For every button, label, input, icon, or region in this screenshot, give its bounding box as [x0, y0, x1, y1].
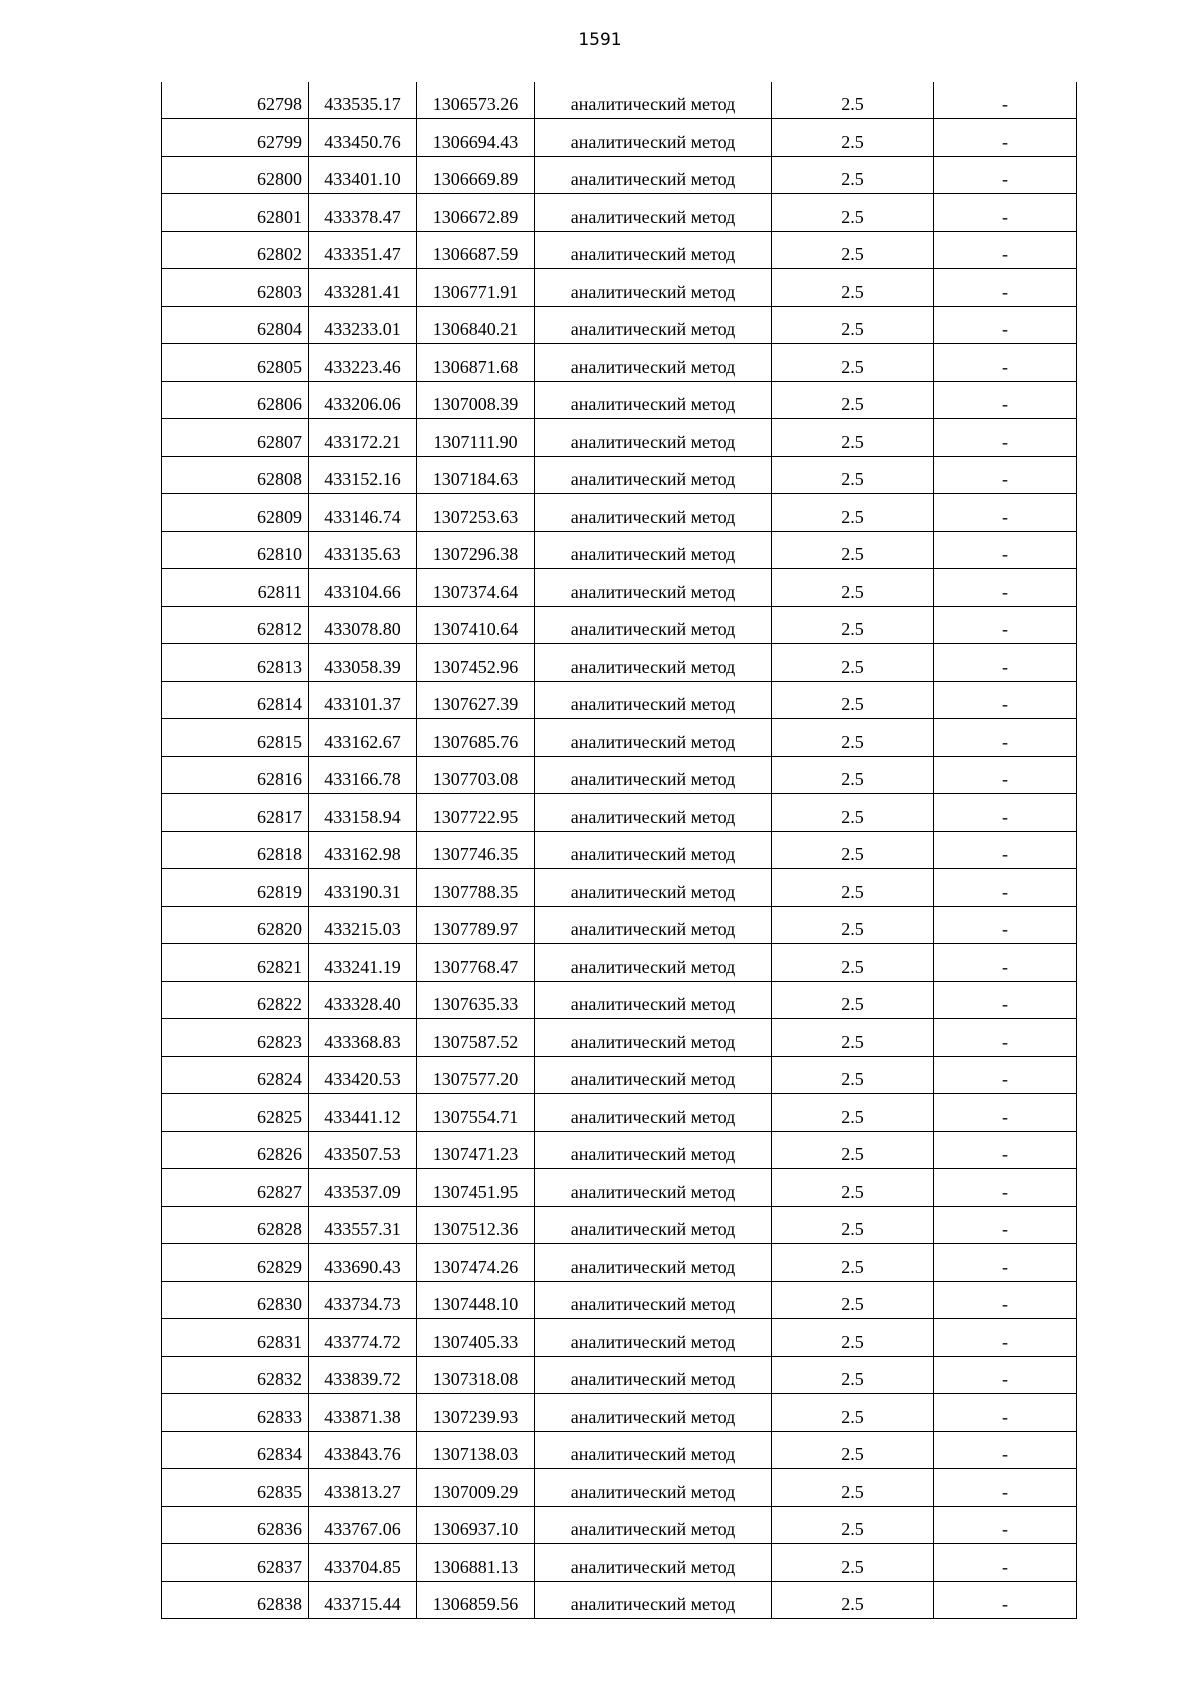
method-cell: аналитический метод: [535, 1019, 772, 1057]
point-number-cell: 62804: [162, 306, 309, 344]
method-cell: аналитический метод: [535, 831, 772, 869]
method-cell: аналитический метод: [535, 306, 772, 344]
x-coordinate-cell: 433813.27: [309, 1469, 417, 1507]
description-cell: -: [934, 906, 1077, 944]
accuracy-cell: 2.5: [772, 231, 934, 269]
accuracy-cell: 2.5: [772, 681, 934, 719]
description-cell: -: [934, 381, 1077, 419]
table-row: [162, 756, 1077, 794]
method-cell: аналитический метод: [535, 1169, 772, 1207]
accuracy-cell: 2.5: [772, 1056, 934, 1094]
description-cell: -: [934, 681, 1077, 719]
table-row: [162, 794, 1077, 832]
description-cell: -: [934, 644, 1077, 682]
y-coordinate-cell: 1306573.26: [417, 82, 535, 119]
accuracy-cell: 2.5: [772, 156, 934, 194]
x-coordinate-cell: 433734.73: [309, 1281, 417, 1319]
x-coordinate-cell: 433507.53: [309, 1131, 417, 1169]
y-coordinate-cell: 1307635.33: [417, 981, 535, 1019]
x-coordinate-cell: 433378.47: [309, 194, 417, 232]
description-cell: -: [934, 756, 1077, 794]
description-cell: -: [934, 719, 1077, 757]
accuracy-cell: 2.5: [772, 1506, 934, 1544]
x-coordinate-cell: 433101.37: [309, 681, 417, 719]
y-coordinate-cell: 1307318.08: [417, 1356, 535, 1394]
description-cell: -: [934, 344, 1077, 382]
description-cell: -: [934, 1544, 1077, 1582]
description-cell: -: [934, 194, 1077, 232]
table-row: [162, 981, 1077, 1019]
point-number-cell: 62828: [162, 1206, 309, 1244]
y-coordinate-cell: 1307722.95: [417, 794, 535, 832]
table-row: [162, 156, 1077, 194]
x-coordinate-cell: 433351.47: [309, 231, 417, 269]
table-row: [162, 644, 1077, 682]
table-row: [162, 681, 1077, 719]
x-coordinate-cell: 433557.31: [309, 1206, 417, 1244]
accuracy-cell: 2.5: [772, 194, 934, 232]
accuracy-cell: 2.5: [772, 119, 934, 157]
table-row: [162, 231, 1077, 269]
method-cell: аналитический метод: [535, 794, 772, 832]
description-cell: -: [934, 119, 1077, 157]
description-cell: -: [934, 1356, 1077, 1394]
accuracy-cell: 2.5: [772, 1131, 934, 1169]
point-number-cell: 62834: [162, 1431, 309, 1469]
y-coordinate-cell: 1307410.64: [417, 606, 535, 644]
y-coordinate-cell: 1307374.64: [417, 569, 535, 607]
table-row: [162, 1244, 1077, 1282]
y-coordinate-cell: 1307788.35: [417, 869, 535, 907]
point-number-cell: 62836: [162, 1506, 309, 1544]
y-coordinate-cell: 1307448.10: [417, 1281, 535, 1319]
description-cell: -: [934, 269, 1077, 307]
point-number-cell: 62820: [162, 906, 309, 944]
point-number-cell: 62803: [162, 269, 309, 307]
y-coordinate-cell: 1307111.90: [417, 419, 535, 457]
accuracy-cell: 2.5: [772, 1281, 934, 1319]
method-cell: аналитический метод: [535, 1581, 772, 1619]
table-row: [162, 119, 1077, 157]
y-coordinate-cell: 1307768.47: [417, 944, 535, 982]
accuracy-cell: 2.5: [772, 1169, 934, 1207]
x-coordinate-cell: 433704.85: [309, 1544, 417, 1582]
description-cell: -: [934, 1581, 1077, 1619]
method-cell: аналитический метод: [535, 1206, 772, 1244]
table-row: [162, 419, 1077, 457]
y-coordinate-cell: 1306871.68: [417, 344, 535, 382]
point-number-cell: 62812: [162, 606, 309, 644]
table-row: [162, 306, 1077, 344]
description-cell: -: [934, 1131, 1077, 1169]
table-row: [162, 869, 1077, 907]
description-cell: -: [934, 869, 1077, 907]
method-cell: аналитический метод: [535, 1544, 772, 1582]
point-number-cell: 62815: [162, 719, 309, 757]
point-number-cell: 62832: [162, 1356, 309, 1394]
description-cell: -: [934, 1019, 1077, 1057]
description-cell: -: [934, 494, 1077, 532]
table-row: [162, 906, 1077, 944]
table-row: [162, 1131, 1077, 1169]
method-cell: аналитический метод: [535, 944, 772, 982]
x-coordinate-cell: 433135.63: [309, 531, 417, 569]
point-number-cell: 62807: [162, 419, 309, 457]
accuracy-cell: 2.5: [772, 381, 934, 419]
point-number-cell: 62819: [162, 869, 309, 907]
accuracy-cell: 2.5: [772, 344, 934, 382]
y-coordinate-cell: 1307009.29: [417, 1469, 535, 1507]
table-row: [162, 194, 1077, 232]
point-number-cell: 62817: [162, 794, 309, 832]
table-row: [162, 456, 1077, 494]
method-cell: аналитический метод: [535, 606, 772, 644]
description-cell: -: [934, 1281, 1077, 1319]
description-cell: -: [934, 456, 1077, 494]
x-coordinate-cell: 433172.21: [309, 419, 417, 457]
accuracy-cell: 2.5: [772, 869, 934, 907]
point-number-cell: 62806: [162, 381, 309, 419]
table-row: [162, 344, 1077, 382]
accuracy-cell: 2.5: [772, 719, 934, 757]
point-number-cell: 62808: [162, 456, 309, 494]
point-number-cell: 62816: [162, 756, 309, 794]
y-coordinate-cell: 1307138.03: [417, 1431, 535, 1469]
table-row: [162, 82, 1077, 119]
accuracy-cell: 2.5: [772, 1544, 934, 1582]
accuracy-cell: 2.5: [772, 1244, 934, 1282]
method-cell: аналитический метод: [535, 194, 772, 232]
method-cell: аналитический метод: [535, 756, 772, 794]
accuracy-cell: 2.5: [772, 756, 934, 794]
point-number-cell: 62826: [162, 1131, 309, 1169]
method-cell: аналитический метод: [535, 1356, 772, 1394]
x-coordinate-cell: 433190.31: [309, 869, 417, 907]
y-coordinate-cell: 1307452.96: [417, 644, 535, 682]
description-cell: -: [934, 1469, 1077, 1507]
table-row: [162, 531, 1077, 569]
accuracy-cell: 2.5: [772, 306, 934, 344]
x-coordinate-cell: 433281.41: [309, 269, 417, 307]
point-number-cell: 62818: [162, 831, 309, 869]
method-cell: аналитический метод: [535, 1094, 772, 1132]
x-coordinate-cell: 433774.72: [309, 1319, 417, 1357]
description-cell: -: [934, 981, 1077, 1019]
y-coordinate-cell: 1307471.23: [417, 1131, 535, 1169]
accuracy-cell: 2.5: [772, 569, 934, 607]
x-coordinate-cell: 433450.76: [309, 119, 417, 157]
table-row: [162, 831, 1077, 869]
table-row: [162, 719, 1077, 757]
table-row: [162, 1581, 1077, 1619]
description-cell: -: [934, 419, 1077, 457]
accuracy-cell: 2.5: [772, 944, 934, 982]
point-number-cell: 62809: [162, 494, 309, 532]
table-body: [162, 82, 1077, 1619]
accuracy-cell: 2.5: [772, 456, 934, 494]
x-coordinate-cell: 433206.06: [309, 381, 417, 419]
table-row: [162, 1056, 1077, 1094]
point-number-cell: 62814: [162, 681, 309, 719]
y-coordinate-cell: 1307184.63: [417, 456, 535, 494]
point-number-cell: 62831: [162, 1319, 309, 1357]
y-coordinate-cell: 1307554.71: [417, 1094, 535, 1132]
point-number-cell: 62800: [162, 156, 309, 194]
y-coordinate-cell: 1307703.08: [417, 756, 535, 794]
page-number: 1591: [578, 30, 622, 50]
x-coordinate-cell: 433441.12: [309, 1094, 417, 1132]
accuracy-cell: 2.5: [772, 831, 934, 869]
table-row: [162, 1506, 1077, 1544]
method-cell: аналитический метод: [535, 906, 772, 944]
table-row: [162, 1169, 1077, 1207]
point-number-cell: 62838: [162, 1581, 309, 1619]
table-row: [162, 269, 1077, 307]
table-row: [162, 606, 1077, 644]
accuracy-cell: 2.5: [772, 531, 934, 569]
y-coordinate-cell: 1307746.35: [417, 831, 535, 869]
method-cell: аналитический метод: [535, 344, 772, 382]
accuracy-cell: 2.5: [772, 906, 934, 944]
y-coordinate-cell: 1307008.39: [417, 381, 535, 419]
y-coordinate-cell: 1307577.20: [417, 1056, 535, 1094]
table-row: [162, 1319, 1077, 1357]
accuracy-cell: 2.5: [772, 494, 934, 532]
table-row: [162, 1356, 1077, 1394]
description-cell: -: [934, 1244, 1077, 1282]
x-coordinate-cell: 433162.67: [309, 719, 417, 757]
method-cell: аналитический метод: [535, 869, 772, 907]
description-cell: -: [934, 1206, 1077, 1244]
description-cell: -: [934, 156, 1077, 194]
x-coordinate-cell: 433146.74: [309, 494, 417, 532]
method-cell: аналитический метод: [535, 494, 772, 532]
table-row: [162, 1206, 1077, 1244]
x-coordinate-cell: 433158.94: [309, 794, 417, 832]
method-cell: аналитический метод: [535, 1469, 772, 1507]
method-cell: аналитический метод: [535, 119, 772, 157]
accuracy-cell: 2.5: [772, 1019, 934, 1057]
table-row: [162, 494, 1077, 532]
y-coordinate-cell: 1306840.21: [417, 306, 535, 344]
method-cell: аналитический метод: [535, 419, 772, 457]
point-number-cell: 62811: [162, 569, 309, 607]
table-row: [162, 1394, 1077, 1432]
method-cell: аналитический метод: [535, 1394, 772, 1432]
point-number-cell: 62825: [162, 1094, 309, 1132]
y-coordinate-cell: 1306687.59: [417, 231, 535, 269]
table-row: [162, 944, 1077, 982]
y-coordinate-cell: 1307474.26: [417, 1244, 535, 1282]
point-number-cell: 62830: [162, 1281, 309, 1319]
coordinates-table: [161, 82, 1077, 1619]
y-coordinate-cell: 1307451.95: [417, 1169, 535, 1207]
x-coordinate-cell: 433162.98: [309, 831, 417, 869]
accuracy-cell: 2.5: [772, 82, 934, 119]
method-cell: аналитический метод: [535, 681, 772, 719]
x-coordinate-cell: 433368.83: [309, 1019, 417, 1057]
description-cell: -: [934, 569, 1077, 607]
accuracy-cell: 2.5: [772, 981, 934, 1019]
y-coordinate-cell: 1306859.56: [417, 1581, 535, 1619]
y-coordinate-cell: 1306771.91: [417, 269, 535, 307]
description-cell: -: [934, 1056, 1077, 1094]
method-cell: аналитический метод: [535, 1056, 772, 1094]
accuracy-cell: 2.5: [772, 794, 934, 832]
x-coordinate-cell: 433215.03: [309, 906, 417, 944]
method-cell: аналитический метод: [535, 1319, 772, 1357]
description-cell: -: [934, 82, 1077, 119]
x-coordinate-cell: 433715.44: [309, 1581, 417, 1619]
x-coordinate-cell: 433166.78: [309, 756, 417, 794]
description-cell: -: [934, 1094, 1077, 1132]
table-row: [162, 1431, 1077, 1469]
description-cell: -: [934, 831, 1077, 869]
point-number-cell: 62802: [162, 231, 309, 269]
y-coordinate-cell: 1307239.93: [417, 1394, 535, 1432]
accuracy-cell: 2.5: [772, 419, 934, 457]
table-row: [162, 1019, 1077, 1057]
description-cell: -: [934, 1431, 1077, 1469]
description-cell: -: [934, 531, 1077, 569]
method-cell: аналитический метод: [535, 1506, 772, 1544]
method-cell: аналитический метод: [535, 1431, 772, 1469]
table-row: [162, 1469, 1077, 1507]
method-cell: аналитический метод: [535, 269, 772, 307]
accuracy-cell: 2.5: [772, 644, 934, 682]
point-number-cell: 62810: [162, 531, 309, 569]
method-cell: аналитический метод: [535, 1281, 772, 1319]
table-row: [162, 569, 1077, 607]
accuracy-cell: 2.5: [772, 606, 934, 644]
table-row: [162, 381, 1077, 419]
accuracy-cell: 2.5: [772, 1581, 934, 1619]
method-cell: аналитический метод: [535, 719, 772, 757]
point-number-cell: 62799: [162, 119, 309, 157]
accuracy-cell: 2.5: [772, 1469, 934, 1507]
point-number-cell: 62805: [162, 344, 309, 382]
x-coordinate-cell: 433078.80: [309, 606, 417, 644]
description-cell: -: [934, 306, 1077, 344]
description-cell: -: [934, 794, 1077, 832]
point-number-cell: 62835: [162, 1469, 309, 1507]
description-cell: -: [934, 1169, 1077, 1207]
x-coordinate-cell: 433690.43: [309, 1244, 417, 1282]
x-coordinate-cell: 433058.39: [309, 644, 417, 682]
x-coordinate-cell: 433241.19: [309, 944, 417, 982]
description-cell: -: [934, 1319, 1077, 1357]
y-coordinate-cell: 1307789.97: [417, 906, 535, 944]
point-number-cell: 62813: [162, 644, 309, 682]
description-cell: -: [934, 1506, 1077, 1544]
method-cell: аналитический метод: [535, 456, 772, 494]
x-coordinate-cell: 433233.01: [309, 306, 417, 344]
accuracy-cell: 2.5: [772, 1206, 934, 1244]
x-coordinate-cell: 433152.16: [309, 456, 417, 494]
accuracy-cell: 2.5: [772, 1319, 934, 1357]
method-cell: аналитический метод: [535, 1244, 772, 1282]
point-number-cell: 62801: [162, 194, 309, 232]
method-cell: аналитический метод: [535, 981, 772, 1019]
point-number-cell: 62822: [162, 981, 309, 1019]
y-coordinate-cell: 1307512.36: [417, 1206, 535, 1244]
table-row: [162, 1544, 1077, 1582]
accuracy-cell: 2.5: [772, 1394, 934, 1432]
y-coordinate-cell: 1306937.10: [417, 1506, 535, 1544]
point-number-cell: 62829: [162, 1244, 309, 1282]
description-cell: -: [934, 606, 1077, 644]
method-cell: аналитический метод: [535, 231, 772, 269]
x-coordinate-cell: 433537.09: [309, 1169, 417, 1207]
x-coordinate-cell: 433871.38: [309, 1394, 417, 1432]
y-coordinate-cell: 1306672.89: [417, 194, 535, 232]
point-number-cell: 62827: [162, 1169, 309, 1207]
point-number-cell: 62833: [162, 1394, 309, 1432]
point-number-cell: 62824: [162, 1056, 309, 1094]
table-row: [162, 1094, 1077, 1132]
description-cell: -: [934, 944, 1077, 982]
y-coordinate-cell: 1306669.89: [417, 156, 535, 194]
x-coordinate-cell: 433843.76: [309, 1431, 417, 1469]
point-number-cell: 62823: [162, 1019, 309, 1057]
point-number-cell: 62837: [162, 1544, 309, 1582]
x-coordinate-cell: 433328.40: [309, 981, 417, 1019]
y-coordinate-cell: 1307405.33: [417, 1319, 535, 1357]
accuracy-cell: 2.5: [772, 1356, 934, 1394]
method-cell: аналитический метод: [535, 644, 772, 682]
method-cell: аналитический метод: [535, 1131, 772, 1169]
method-cell: аналитический метод: [535, 82, 772, 119]
y-coordinate-cell: 1306694.43: [417, 119, 535, 157]
x-coordinate-cell: 433401.10: [309, 156, 417, 194]
accuracy-cell: 2.5: [772, 1431, 934, 1469]
y-coordinate-cell: 1306881.13: [417, 1544, 535, 1582]
method-cell: аналитический метод: [535, 569, 772, 607]
y-coordinate-cell: 1307587.52: [417, 1019, 535, 1057]
accuracy-cell: 2.5: [772, 269, 934, 307]
x-coordinate-cell: 433104.66: [309, 569, 417, 607]
point-number-cell: 62798: [162, 82, 309, 119]
y-coordinate-cell: 1307296.38: [417, 531, 535, 569]
y-coordinate-cell: 1307253.63: [417, 494, 535, 532]
x-coordinate-cell: 433767.06: [309, 1506, 417, 1544]
x-coordinate-cell: 433420.53: [309, 1056, 417, 1094]
accuracy-cell: 2.5: [772, 1094, 934, 1132]
description-cell: -: [934, 231, 1077, 269]
x-coordinate-cell: 433223.46: [309, 344, 417, 382]
x-coordinate-cell: 433535.17: [309, 82, 417, 119]
table-row: [162, 1281, 1077, 1319]
y-coordinate-cell: 1307627.39: [417, 681, 535, 719]
point-number-cell: 62821: [162, 944, 309, 982]
x-coordinate-cell: 433839.72: [309, 1356, 417, 1394]
y-coordinate-cell: 1307685.76: [417, 719, 535, 757]
description-cell: -: [934, 1394, 1077, 1432]
method-cell: аналитический метод: [535, 381, 772, 419]
method-cell: аналитический метод: [535, 531, 772, 569]
method-cell: аналитический метод: [535, 156, 772, 194]
